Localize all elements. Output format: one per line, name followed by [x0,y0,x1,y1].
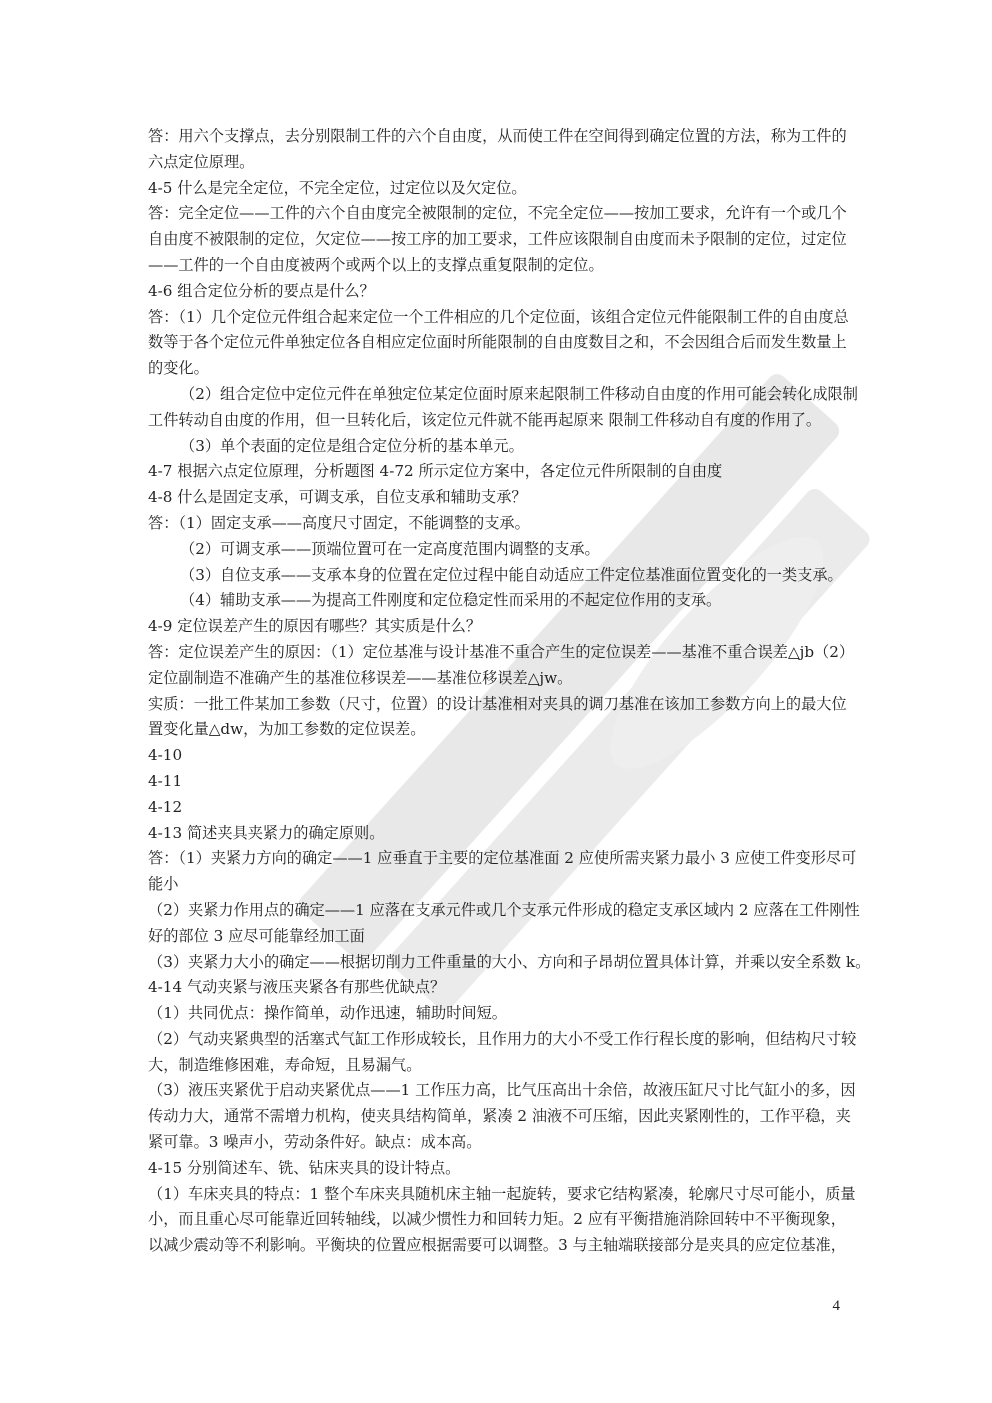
question-heading: 4-8 什么是固定支承，可调支承，自位支承和辅助支承？ [148,488,527,507]
text-line: （3）单个表面的定位是组合定位分析的基本单元。 [180,436,524,455]
text-line: 答：完全定位——工件的六个自由度完全被限制的定位，不完全定位——按加工要求，允许有一个或几个 [148,204,847,223]
text-line: （1）车床夹具的特点：1 整个车床夹具随机床主轴一起旋转，要求它结构紧凑，轮廓尺寸尽可能小，质量 [148,1184,856,1203]
question-heading: 4-6 组合定位分析的要点是什么？ [148,281,375,300]
text-line: 的变化。 [148,359,209,378]
document-body [148,124,871,1259]
question-heading: 4-14 气动夹紧与液压夹紧各有那些优缺点？ [148,978,446,997]
text-line: （2）组合定位中定位元件在单独定位某定位面时原来起限制工件移动自由度的作用可能会转化成限制 [180,384,858,403]
text-line: 答：（1）几个定位元件组合起来定位一个工件相应的几个定位面，该组合定位元件能限制工件的自由度总 [148,307,849,326]
text-line: 以减少震动等不利影响。平衡块的位置应根据需要可以调整。3 与主轴端联接部分是夹具的应定位基准， [148,1236,846,1255]
question-heading: 4-9 定位误差产生的原因有哪些？其实质是什么？ [148,617,482,636]
text-line: 能小 [148,875,179,894]
text-line: （1）共同优点：操作简单，动作迅速，辅助时间短。 [148,1004,507,1023]
text-line: 紧可靠。3 噪声小，劳动条件好。缺点：成本高。 [148,1133,482,1152]
question-heading: 4-12 [148,797,183,816]
question-heading: 4-10 [148,746,183,765]
text-line: 答：用六个支撑点，去分别限制工件的六个自由度，从而使工件在空间得到确定位置的方法，称为工件的 [148,127,847,145]
text-line: 实质：一批工件某加工参数（尺寸，位置）的设计基准相对夹具的调刀基准在该加工参数方向上的最大位 [148,694,847,713]
text-line: 大，制造维修困难，寿命短，且易漏气。 [148,1055,422,1074]
text-line: （3）自位支承——支承本身的位置在定位过程中能自动适应工件定位基准面位置变化的一类支承。 [180,565,843,584]
text-line: 传动力大，通常不需增力机构，使夹具结构简单，紧凑 2 油液不可压缩，因此夹紧刚性的，工作平稳，夹 [148,1107,851,1126]
text-line: 自由度不被限制的定位，欠定位——按工序的加工要求，工件应该限制自由度而未予限制的定位，过定位 [148,230,847,249]
text-line: 好的部位 3 应尽可能靠经加工面 [148,926,365,945]
text-line: （3）夹紧力大小的确定——根据切削力工件重量的大小、方向和子昂胡位置具体计算，并乘以安全系数 k。 [148,952,871,971]
text-line: ——工件的一个自由度被两个或两个以上的支撑点重复限制的定位。 [148,255,604,274]
text-line: 小，而且重心尽可能靠近回转轴线，以减少惯性力和回转力矩。2 应有平衡措施消除回转中不平衡现象， [148,1210,846,1229]
text-line: （3）液压夹紧优于启动夹紧优点——1 工作压力高，比气压高出十余倍，故液压缸尺寸比气缸小的多，因 [148,1081,856,1100]
text-line: （2）可调支承——顶端位置可在一定高度范围内调整的支承。 [180,539,600,558]
text-line: 数等于各个定位元件单独定位各自相应定位面时所能限制的自由度数目之和，不会因组合后而发生数量上 [148,333,847,352]
text-line: 置变化量△dw，为加工参数的定位误差。 [148,720,426,739]
question-heading: 4-5 什么是完全定位，不完全定位，过定位以及欠定位。 [148,178,527,197]
question-heading: 4-15 分别简述车、铣、钻床夹具的设计特点。 [148,1158,461,1177]
text-line: 工件转动自由度的作用，但一旦转化后，该定位元件就不能再起原来 限制工件移动自有度的作用了。 [148,410,822,429]
page-number: 4 [832,1298,840,1314]
question-heading: 4-7 根据六点定位原理，分析题图 4-72 所示定位方案中，各定位元件所限制的自由度 [148,462,723,481]
question-heading: 4-11 [148,771,183,790]
text-line: （2）气动夹紧典型的活塞式气缸工作形成较长，且作用力的大小不受工作行程长度的影响，但结构尺寸较 [148,1029,857,1048]
text-line: （2）夹紧力作用点的确定——1 应落在支承元件或几个支承元件形成的稳定支承区域内 2 应落在工件刚性 [148,900,860,919]
text-line: 定位副制造不准确产生的基准位移误差——基准位移误差△jw。 [148,668,573,687]
text-line: 答：定位误差产生的原因：（1）定位基准与设计基准不重合产生的定位误差——基准不重合误差△jb（2） [148,642,855,661]
text-line: 答：（1）夹紧力方向的确定——1 应垂直于主要的定位基准面 2 应使所需夹紧力最小 3 应使工件变形尽可 [148,849,857,868]
text-line: （4）辅助支承——为提高工件刚度和定位稳定性而采用的不起定位作用的支承。 [180,591,722,610]
text-line: 答：（1）固定支承——高度尺寸固定，不能调整的支承。 [148,513,530,532]
text-line: 六点定位原理。 [148,152,255,171]
question-heading: 4-13 简述夹具夹紧力的确定原则。 [148,823,385,842]
